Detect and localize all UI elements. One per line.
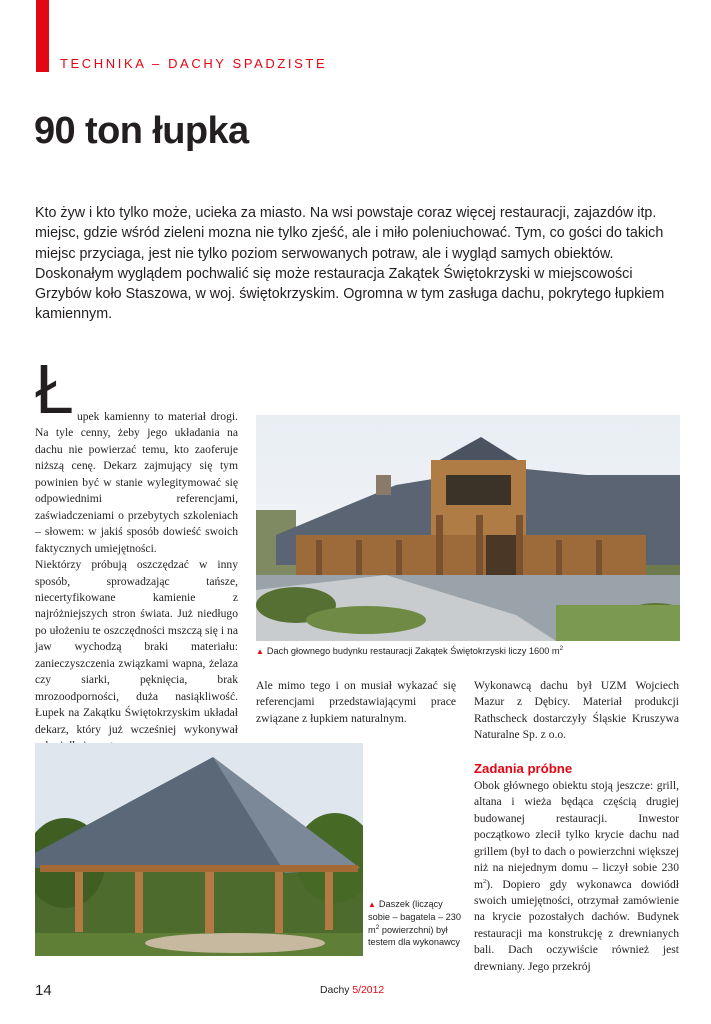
body-paragraph: Niektórzy próbują oszczędzać w inny sposób, sprowadzając tańsze, niecertyfikowane kamienie z najróżniejszych stron świata. Już niedługo po ułożeniu te oszczędności mszczą się i na jaw wychodzą braki materiału: zanieczyszczenia związkami wapna, żelaza czy siarki, pęknięcia, brak mrozoodporności, duża nasiąkliwość. Łupek na Zakątku Świętokrzyskim układał dekarz, który już wcześniej wykonywał [35, 558, 238, 736]
article-headline: 90 ton łupka [34, 110, 249, 152]
caption-superscript: 2 [559, 644, 564, 652]
issue-number: 5/2012 [352, 985, 385, 996]
section-label: TECHNIKA – DACHY SPADZISTE [60, 56, 328, 71]
caption-text: Dach głownego budynku restauracji Zakątek Świętokrzyski liczy 1600 m [266, 646, 560, 656]
body-text: Obok głównego obiektu stoją jeszcze: grill, altana i wieża będąca częścią drugiej budowanej restauracji. Inwestor początkowo zlecił tylko krycie dachu nad grillem (był to dach o powierzchni większej niż na niejednym domu – liczył sobie 230 m [474, 778, 679, 891]
restaurant-photo [256, 415, 680, 641]
magazine-name: Dachy [320, 985, 350, 996]
body-paragraph [474, 778, 679, 975]
superscript: 2 [483, 877, 487, 885]
body-paragraph: Wykonawcą dachu był UZM Wojciech Mazur z Dębicy. Materiał produkcji Rathscheck dostarczyły Śląskie Kruszywa Naturalne Sp. z o.o. [474, 679, 679, 742]
body-column-2 [256, 678, 456, 727]
body-text: ). Dopiero gdy wykonawca dowiódł swoich umiejętności, otrzymał zamówienie na krycie pozostałych dachów. Budynek restauracji ma konstrukcję z drewnianych bali. Dach oczywiście również jest drewniany. Jego przekrój [474, 877, 679, 973]
red-triangle-icon: ▲ [368, 900, 376, 909]
caption-text: Daszek (liczący sobie – bagatela – 230 m [368, 899, 461, 935]
body-column-3 [474, 678, 679, 975]
photo-caption [368, 898, 463, 949]
caption-text: powierzchni) był testem dla wykonawcy [368, 924, 460, 948]
accent-bar [36, 0, 49, 72]
article-lead [35, 203, 685, 325]
lead-paragraph: Doskonałym wyglądem pochwalić się może restauracja Zakątek Świętokrzyski w miejscowości Grzybów koło Staszowa, w woj. świętokrzyskim. Ogromna w tym zasługa dachu, pokrytego łupkiem kamiennym. [35, 265, 665, 323]
body-paragraph: upek kamienny to materiał drogi. Na tyle cenny, żeby jego układania na dachu nie powierzać temu, kto zaoferuje niższą cenę. Dekarz zajmujący się tym powinien być w stanie wylegitymować się odpowiednimi referencjami, zaświadczeniami o przebytych szkoleniach – słowem: w jakiś sposób dowieść swoich faktycznych umiejętności. [35, 410, 238, 555]
body-column-1 [35, 350, 238, 755]
page-number: 14 [35, 982, 52, 999]
section-subheading: Zadania próbne [474, 760, 573, 776]
magazine-footer [320, 985, 384, 996]
gazebo-photo [35, 743, 363, 956]
body-paragraph: Ale mimo tego i on musiał wykazać się referencjami przedstawiającymi prace związane z łupkiem naturalnym. [256, 679, 456, 725]
drop-cap: Ł [35, 350, 74, 428]
red-triangle-icon: ▲ [256, 647, 264, 656]
photo-caption [256, 645, 681, 658]
caption-superscript: 2 [375, 923, 380, 931]
lead-paragraph: Kto żyw i kto tylko może, ucieka za miasto. Na wsi powstaje coraz więcej restauracji, zajazdów itp. miejsc, gdzie wśród zieleni mozna nie tylko zjeść, ale i miło poleniuchować. Tym, co gości do takich miejsc przyciaga, jest nie tylko poziom serwowanych potraw, ale i wygląd samych obiektów. [35, 205, 664, 262]
